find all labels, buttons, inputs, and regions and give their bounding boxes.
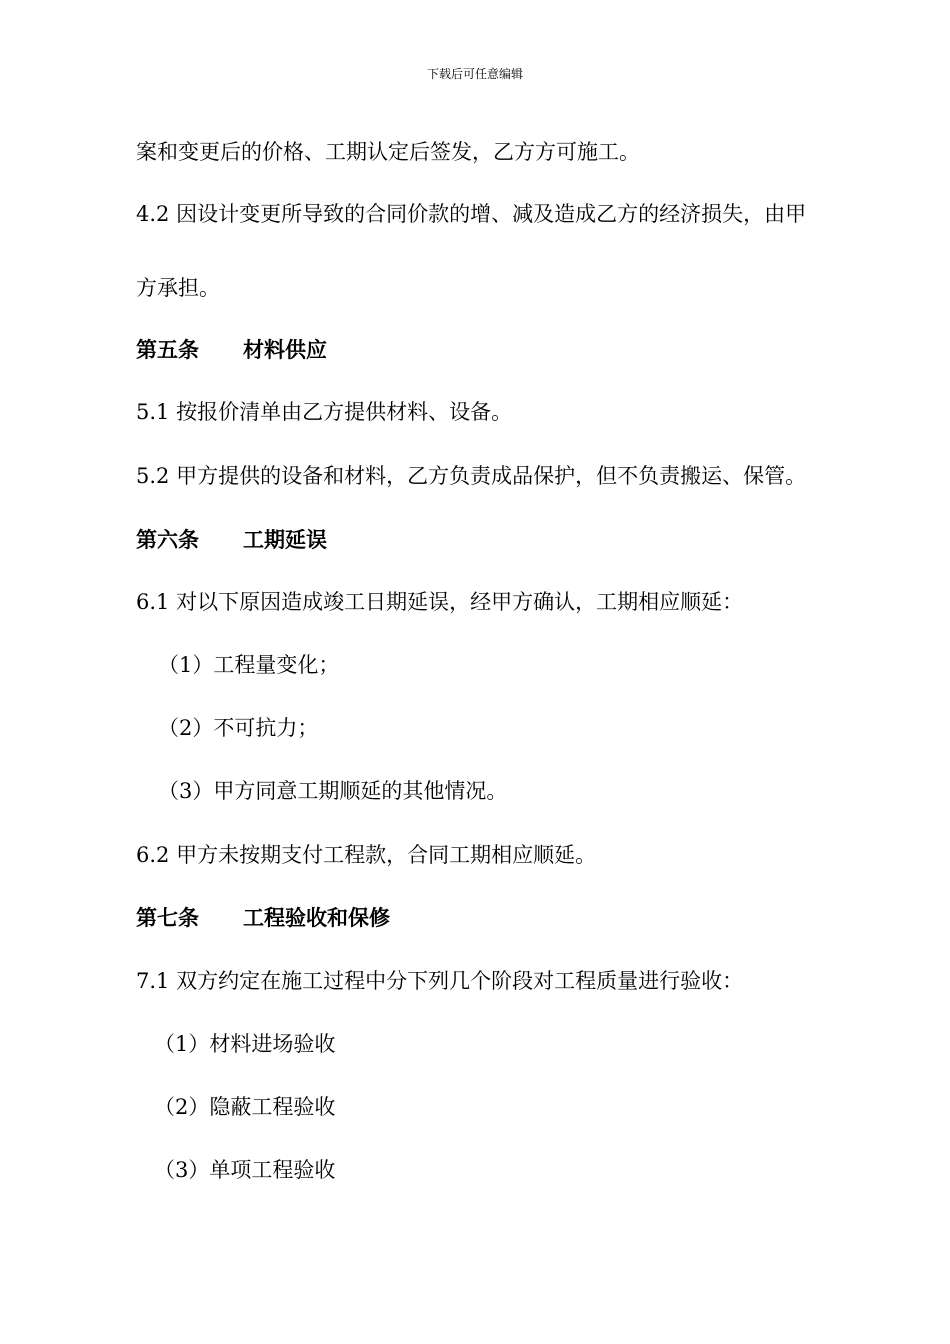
article-7-number: 第七条	[136, 906, 199, 930]
list-item: （1）材料进场验收	[154, 1032, 336, 1056]
paragraph-5-1: 5.1 按报价清单由乙方提供材料、设备。	[136, 400, 513, 424]
paragraph-7-1: 7.1 双方约定在施工过程中分下列几个阶段对工程质量进行验收：	[136, 969, 744, 993]
paragraph-6-1: 6.1 对以下原因造成竣工日期延误，经甲方确认，工期相应顺延：	[136, 590, 744, 614]
article-5-number: 第五条	[136, 338, 199, 362]
list-item: （1）工程量变化；	[158, 653, 340, 677]
paragraph-6-2: 6.2 甲方未按期支付工程款，合同工期相应顺延。	[136, 843, 597, 867]
article-6-heading	[136, 526, 327, 554]
paragraph-5-2: 5.2 甲方提供的设备和材料，乙方负责成品保护，但不负责搬运、保管。	[136, 464, 807, 488]
paragraph-4-1-continued: 案和变更后的价格、工期认定后签发，乙方方可施工。	[136, 140, 640, 164]
article-7-heading	[136, 904, 390, 932]
list-item: （3）甲方同意工期顺延的其他情况。	[158, 779, 508, 803]
article-5-heading	[136, 336, 327, 364]
list-item: （2）隐蔽工程验收	[154, 1095, 336, 1119]
page-header: 下载后可任意编辑	[426, 67, 523, 81]
list-item: （3）单项工程验收	[154, 1158, 336, 1182]
list-item: （2）不可抗力；	[158, 716, 319, 740]
paragraph-4-2-line-1: 4.2 因设计变更所导致的合同价款的增、减及造成乙方的经济损失，由甲	[136, 202, 807, 226]
paragraph-4-2-line-2: 方承担。	[136, 276, 220, 300]
article-6-number: 第六条	[136, 528, 199, 552]
article-5-title: 材料供应	[243, 338, 327, 362]
article-7-title: 工程验收和保修	[243, 906, 390, 930]
article-6-title: 工期延误	[243, 528, 327, 552]
